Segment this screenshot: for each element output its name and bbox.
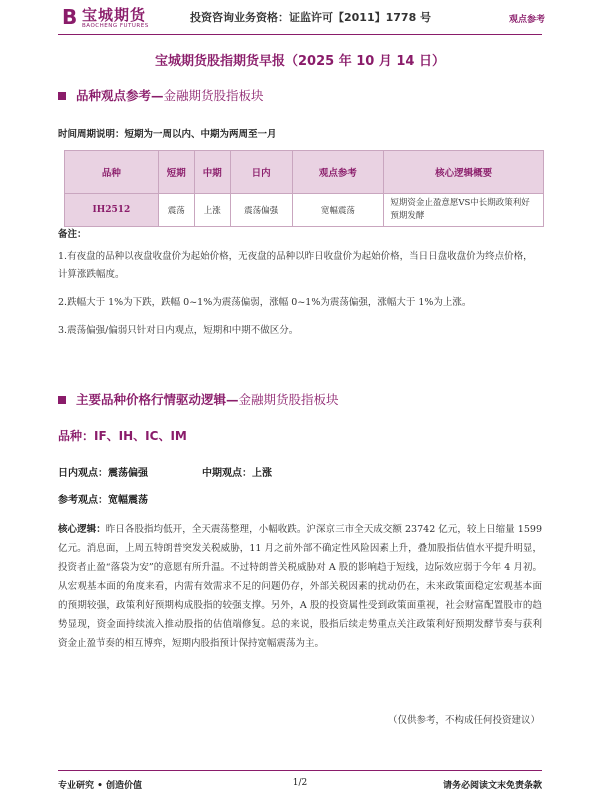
column-header: 中期 <box>194 151 230 194</box>
header-tag: 观点参考 <box>508 15 545 25</box>
logo-chinese-name: 宝城期货 <box>82 6 147 24</box>
section-heading-views <box>58 86 264 104</box>
contract-cell: IH2512 <box>65 194 159 227</box>
intraday-cell: 震荡偏强 <box>230 194 292 227</box>
report-title: 宝城期货股指期货早报（2025 年 10 月 14 日） <box>155 54 445 69</box>
column-header: 核心逻辑概要 <box>384 151 544 194</box>
square-bullet-icon <box>58 396 66 404</box>
page-header <box>0 0 600 36</box>
core-logic-paragraph <box>58 520 542 653</box>
section-title: 品种观点参考— <box>76 88 164 103</box>
note-item: 2.跌幅大于 1%为下跌，跌幅 0~1%为震荡偏弱，涨幅 0~1%为震荡偏强，涨幅大于 1%为上涨。 <box>58 297 472 308</box>
short-term-cell: 震荡 <box>158 194 194 227</box>
logic-summary-cell: 短期资金止盈意愿VS中长期政策利好预期发酵 <box>384 194 544 227</box>
company-logo <box>62 4 172 32</box>
section-title: 主要品种价格行情驱动逻辑— <box>76 392 239 407</box>
column-header: 短期 <box>158 151 194 194</box>
core-logic-text: 昨日各股指均低开，全天震荡整理，小幅收跌。沪深京三市全天成交额 23742 亿元，较上日缩量 1599 亿元。消息面，上周五特朗普突发关税威胁，11 月之前外部不确定性风险因素上升，叠加股指估值水平提升明显，投资者止盈“落袋为安”的意愿有所升温。不过特朗普关税威胁对 A 股的影响趋于短线，边际效应弱于今年 4 月初。从宏观基本面的角度来看，内需有效需求不足的问题仍存，外部关税因素的扰动仍在，未来政策面稳定宏观基本面的预期较强，政策利好预期构成股指的较强支撑。另外，A 股的投资属性受到政策面重视，社会财富配置股市的趋势显现，资金面持续流入推动股指的估值端修复。总的来说，股指后续走势重点关注政策利好预期发酵节奏与获利资金止盈节奏的相互博弈，短期内股指预计保持宽幅震荡为主。 <box>58 524 542 649</box>
column-header: 品种 <box>65 151 159 194</box>
page-number: 1/2 <box>292 778 308 788</box>
square-bullet-icon <box>58 92 66 100</box>
column-header: 观点参考 <box>292 151 384 194</box>
header-divider <box>58 34 542 35</box>
mid-term-cell: 上涨 <box>194 194 230 227</box>
notes-title: 备注： <box>58 229 87 240</box>
midterm-view: 中期观点：上涨 <box>202 468 272 479</box>
footer-slogan: 专业研究 • 创造价值 <box>58 781 143 791</box>
species-label: 品种：IF、IH、IC、IM <box>58 429 187 443</box>
reference-view: 参考观点：宽幅震荡 <box>58 495 148 506</box>
note-item: 1.有夜盘的品种以夜盘收盘价为起始价格，无夜盘的品种以昨日收盘价为起始价格，当日日盘收盘价为终点价格，计算涨跌幅度。 <box>58 251 533 280</box>
disclaimer-note: （仅供参考，不构成任何投资建议） <box>387 715 540 726</box>
note-item: 3.震荡偏强/偏弱只针对日内观点，短期和中期不做区分。 <box>58 325 299 336</box>
section-heading-drivers <box>58 390 339 408</box>
logo-mark: B <box>62 5 78 29</box>
section-subtitle: 金融期货股指板块 <box>238 392 339 407</box>
section-subtitle: 金融期货股指板块 <box>163 88 264 103</box>
table-row <box>65 194 544 227</box>
license-text: 投资咨询业务资格：证监许可【2011】1778 号 <box>190 11 432 24</box>
footer-disclaimer-link: 请务必阅读文末免责条款 <box>442 781 542 791</box>
views-table <box>64 150 544 227</box>
period-note: 时间周期说明：短期为一周以内、中期为两周至一月 <box>58 129 277 140</box>
table-header-row <box>65 151 544 194</box>
intraday-view: 日内观点：震荡偏强 <box>58 468 148 479</box>
footer-divider <box>58 770 542 771</box>
logo-english-name: BAOCHENG FUTURES <box>82 23 149 29</box>
view-cell: 宽幅震荡 <box>292 194 384 227</box>
core-logic-label: 核心逻辑： <box>58 524 106 535</box>
column-header: 日内 <box>230 151 292 194</box>
